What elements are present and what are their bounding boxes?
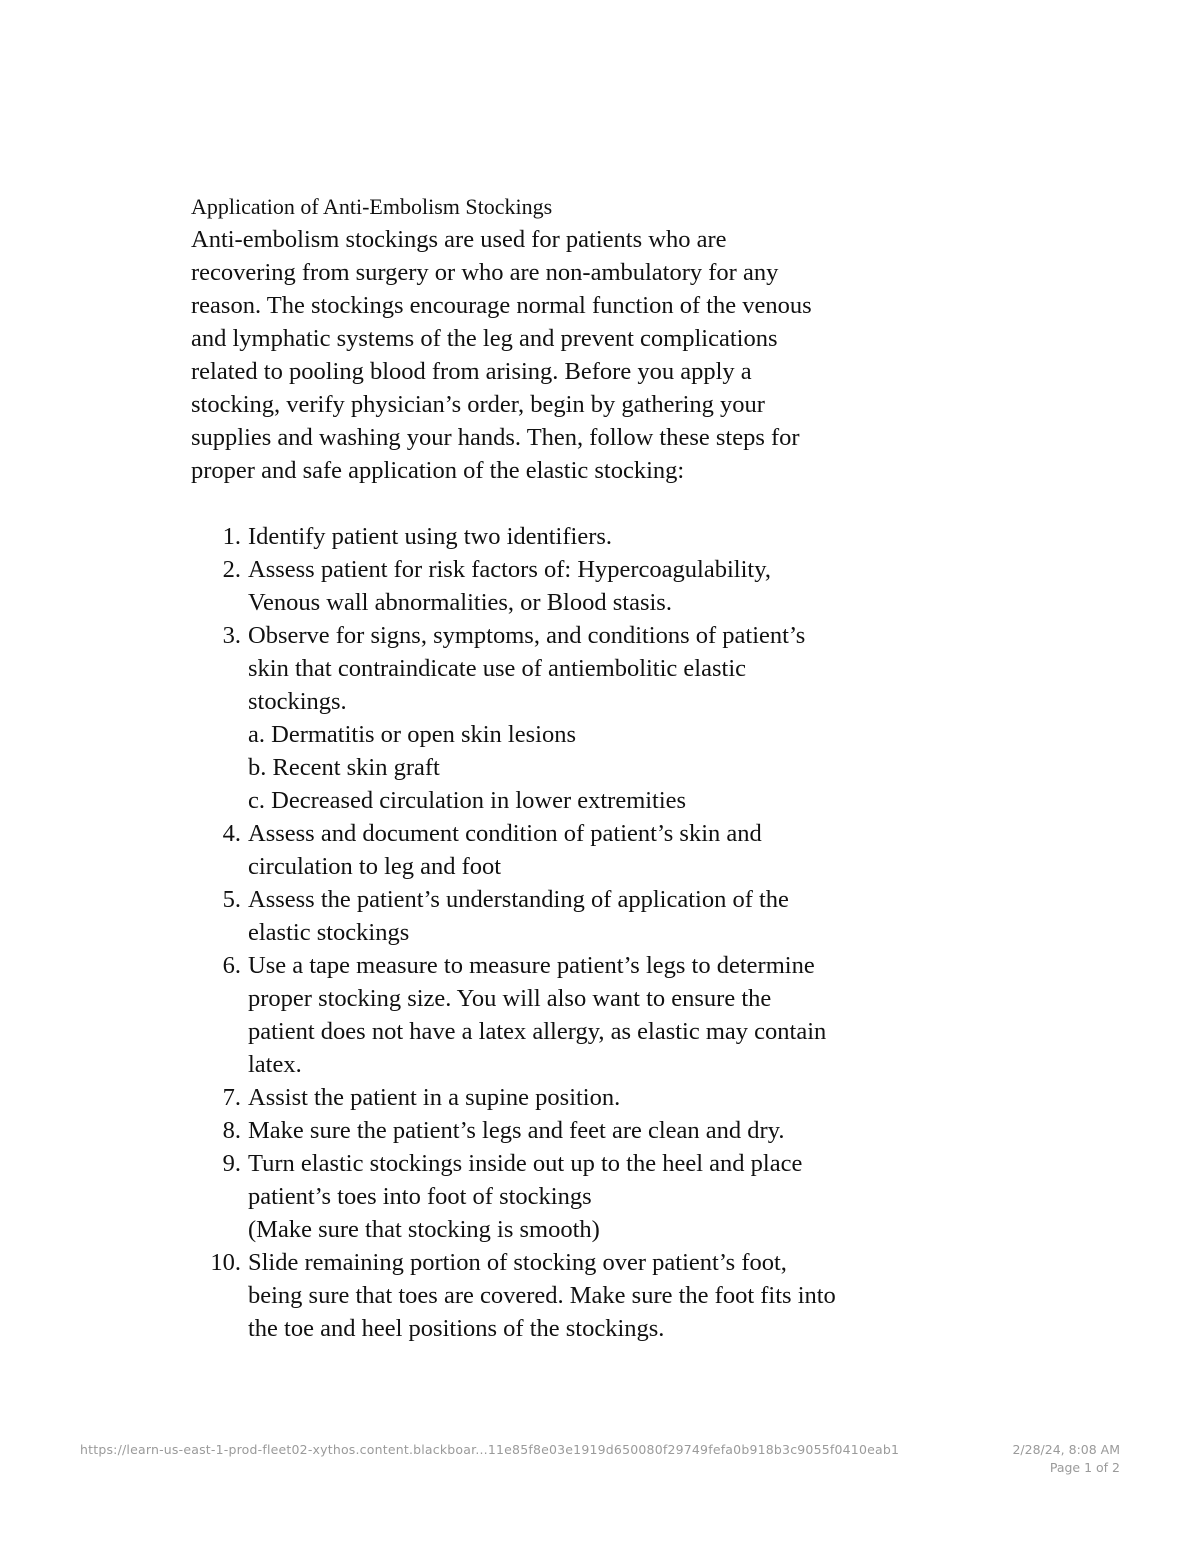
step-text: Observe for signs, symptoms, and conditions of patient’s: [248, 622, 806, 649]
sub-item: b. Recent skin graft: [248, 754, 440, 781]
step-text: Turn elastic stockings inside out up to the heel and place: [248, 1150, 803, 1177]
step-text: the toe and heel positions of the stockings.: [248, 1315, 665, 1342]
step-text: circulation to leg and foot: [248, 853, 502, 880]
sub-item: a. Dermatitis or open skin lesions: [248, 721, 576, 748]
step-number: 8.: [222, 1117, 241, 1144]
intro-line: proper and safe application of the elastic stocking:: [191, 457, 685, 484]
step-number: 5.: [222, 886, 241, 913]
intro-line: related to pooling blood from arising. Before you apply a: [191, 358, 752, 385]
step-item: [191, 1246, 951, 1345]
step-item: [191, 619, 951, 817]
step-text: Identify patient using two identifiers.: [248, 523, 613, 550]
step-number: 9.: [222, 1150, 241, 1177]
step-item: [191, 553, 951, 619]
step-number: 4.: [222, 820, 241, 847]
step-item: [191, 1081, 951, 1114]
step-text: being sure that toes are covered. Make sure the foot fits into: [248, 1282, 836, 1309]
step-text: proper stocking size. You will also want to ensure the: [248, 985, 772, 1012]
step-number: 7.: [222, 1084, 241, 1111]
step-text: Use a tape measure to measure patient’s legs to determine: [248, 952, 815, 979]
step-text: skin that contraindicate use of antiembolitic elastic: [248, 655, 747, 682]
step-text: elastic stockings: [248, 919, 410, 946]
step-item: [191, 817, 951, 883]
step-text: patient’s toes into foot of stockings: [248, 1183, 592, 1210]
step-text: latex.: [248, 1051, 302, 1078]
step-number: 6.: [222, 952, 241, 979]
step-text: Assess the patient’s understanding of application of the: [248, 886, 789, 913]
intro-line: stocking, verify physician’s order, begin by gathering your: [191, 391, 765, 418]
step-text: Assess and document condition of patient’s skin and: [248, 820, 762, 847]
footer-page-number: Page 1 of 2: [1049, 1460, 1120, 1475]
step-item: [191, 949, 951, 1081]
step-text: Assess patient for risk factors of: Hypercoagulability,: [248, 556, 771, 583]
step-item: [191, 520, 951, 553]
sub-item: c. Decreased circulation in lower extremities: [248, 787, 687, 814]
intro-line: supplies and washing your hands. Then, follow these steps for: [191, 424, 800, 451]
step-text: stockings.: [248, 688, 347, 715]
document-title: Application of Anti-Embolism Stockings: [191, 194, 553, 219]
intro-paragraph: [191, 223, 931, 487]
step-text: (Make sure that stocking is smooth): [248, 1216, 600, 1243]
footer-timestamp: 2/28/24, 8:08 AM: [1012, 1442, 1120, 1457]
footer-url: https://learn-us-east-1-prod-fleet02-xythos.content.blackboar...11e85f8e03e1919d650080f29749fefa0b918b3c9055f0410eab1: [80, 1442, 900, 1457]
intro-line: Anti-embolism stockings are used for patients who are: [191, 226, 727, 253]
step-text: Slide remaining portion of stocking over patient’s foot,: [248, 1249, 787, 1276]
step-text: patient does not have a latex allergy, as elastic may contain: [248, 1018, 827, 1045]
intro-line: reason. The stockings encourage normal function of the venous: [191, 292, 812, 319]
steps-list: [191, 520, 951, 1345]
step-number: 1.: [222, 523, 241, 550]
step-number: 3.: [222, 622, 241, 649]
step-text: Venous wall abnormalities, or Blood stasis.: [248, 589, 672, 616]
intro-line: recovering from surgery or who are non-ambulatory for any: [191, 259, 779, 286]
step-item: [191, 1147, 951, 1246]
step-item: [191, 883, 951, 949]
step-text: Assist the patient in a supine position.: [248, 1084, 621, 1111]
step-number: 10.: [210, 1249, 241, 1276]
step-text: Make sure the patient’s legs and feet are clean and dry.: [248, 1117, 785, 1144]
intro-line: and lymphatic systems of the leg and prevent complications: [191, 325, 778, 352]
step-number: 2.: [222, 556, 241, 583]
step-item: [191, 1114, 951, 1147]
